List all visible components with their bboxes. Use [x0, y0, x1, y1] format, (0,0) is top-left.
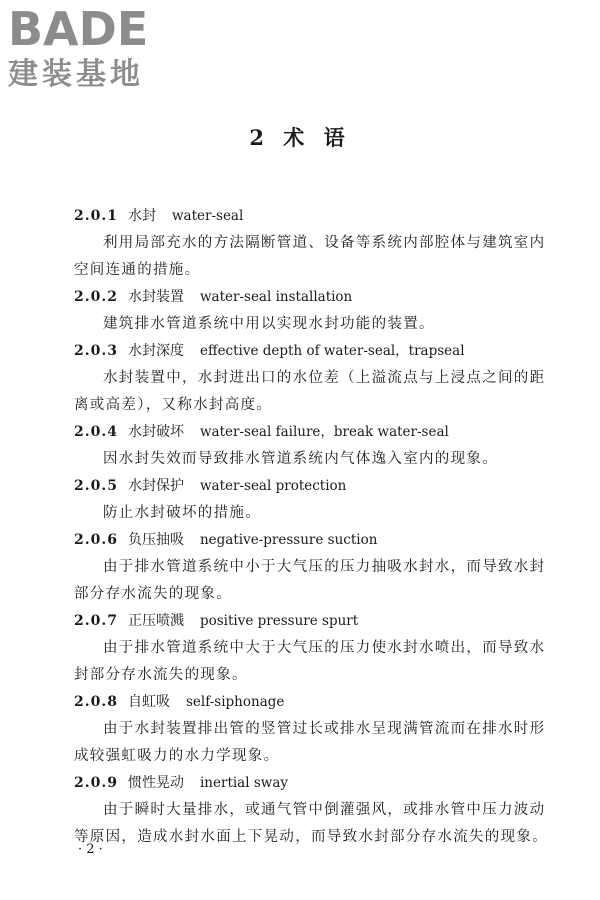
- term-definition: 由于水封装置排出管的竖管过长或排水呈现满管流而在排水时形成较强虹吸力的水力学现象。: [74, 721, 546, 764]
- term-english: effective depth of water-seal，trapseal: [199, 343, 465, 359]
- term-entry: [74, 608, 554, 689]
- term-heading: [74, 770, 554, 797]
- term-chinese: 水封保护: [127, 478, 184, 494]
- term-definition: 建筑排水管道系统中用以实现水封功能的装置。: [103, 316, 435, 332]
- term-heading: [74, 608, 554, 635]
- term-number: 2.0.6: [74, 532, 118, 548]
- term-chinese: 负压抽吸: [127, 532, 184, 548]
- term-heading: [74, 338, 554, 365]
- term-number: 2.0.2: [74, 289, 118, 305]
- term-english: positive pressure spurt: [199, 613, 359, 629]
- term-definition: 防止水封破坏的措施。: [103, 505, 261, 521]
- term-number: 2.0.9: [74, 775, 118, 791]
- term-english: water-seal failure，break water-seal: [199, 424, 449, 440]
- term-entry: [74, 473, 554, 527]
- term-definition: 水封装置中，水封进出口的水位差（上溢流点与上浸点之间的距离或高差），又称水封高度。: [74, 370, 546, 413]
- term-number: 2.0.5: [74, 478, 118, 494]
- term-chinese: 水封: [127, 208, 156, 224]
- term-chinese: 水封破坏: [127, 424, 184, 440]
- term-heading: [74, 527, 554, 554]
- term-entry: [74, 689, 554, 770]
- term-english: water-seal protection: [199, 478, 347, 494]
- term-english: water-seal: [171, 208, 244, 224]
- page-title: 2 术 语: [249, 125, 351, 150]
- term-heading: [74, 689, 554, 716]
- term-number: 2.0.7: [74, 613, 118, 629]
- term-entry: [74, 203, 554, 284]
- term-entry: [74, 527, 554, 608]
- term-english: negative-pressure suction: [199, 532, 378, 548]
- page-number: · 2 ·: [78, 842, 103, 857]
- term-entry: [74, 284, 554, 338]
- term-definition: 由于瞬时大量排水，或通气管中倒灌强风，或排水管中压力波动等原因，造成水封水面上下晃动，而导致水封部分存水流失的现象。: [74, 802, 548, 845]
- term-chinese: 水封装置: [127, 289, 184, 305]
- term-heading: [74, 419, 554, 446]
- logo-brand-text: BADE: [8, 2, 149, 56]
- term-number: 2.0.1: [74, 208, 118, 224]
- term-english: inertial sway: [199, 775, 288, 791]
- term-definition: 由于排水管道系统中小于大气压的压力抽吸水封水，而导致水封部分存水流失的现象。: [74, 559, 546, 602]
- logo-subtitle: 建装基地: [8, 57, 144, 92]
- term-english: self-siphonage: [185, 694, 285, 710]
- term-chinese: 水封深度: [127, 343, 184, 359]
- term-chinese: 惯性晃动: [127, 775, 184, 791]
- term-number: 2.0.4: [74, 424, 118, 440]
- term-heading: [74, 284, 554, 311]
- term-definition: 由于排水管道系统中大于大气压的压力使水封水喷出，而导致水封部分存水流失的现象。: [74, 640, 546, 683]
- term-definition: 利用局部充水的方法隔断管道、设备等系统内部腔体与建筑室内空间连通的措施。: [74, 235, 546, 278]
- term-chinese: 自虹吸: [127, 694, 170, 710]
- term-english: water-seal installation: [199, 289, 353, 305]
- term-entry: [74, 419, 554, 473]
- term-entry: [74, 770, 554, 851]
- brand-logo: [8, 2, 178, 92]
- term-entry: [74, 338, 554, 419]
- term-heading: [74, 473, 554, 500]
- term-chinese: 正压喷溅: [127, 613, 184, 629]
- terms-list: [74, 203, 554, 851]
- term-number: 2.0.3: [74, 343, 118, 359]
- term-definition: 因水封失效而导致排水管道系统内气体逸入室内的现象。: [103, 451, 498, 467]
- term-number: 2.0.8: [74, 694, 118, 710]
- term-heading: [74, 203, 554, 230]
